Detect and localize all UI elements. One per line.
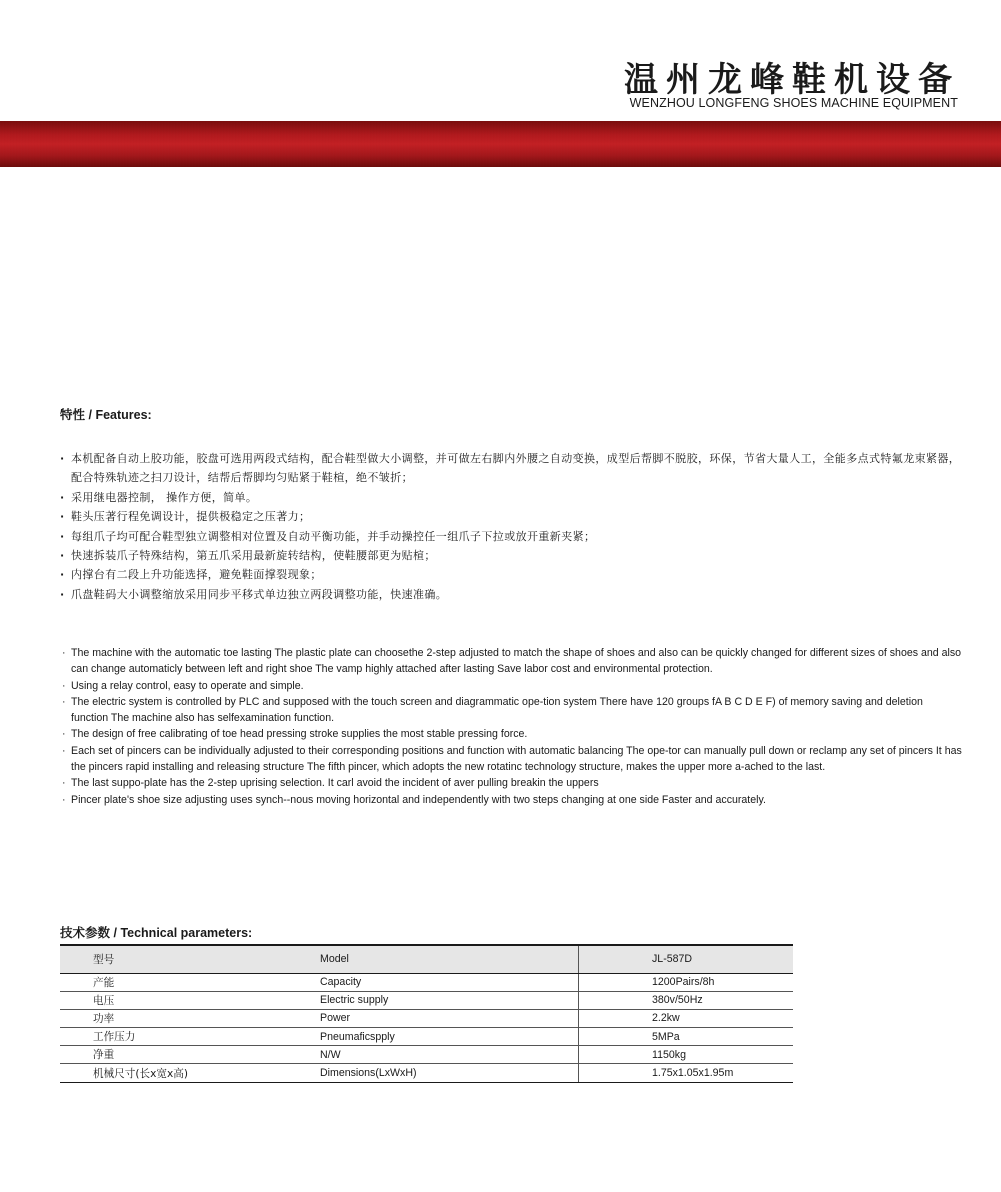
feature-item-en: · The machine with the automatic toe lasting The plastic plate can choosethe 2-step adjusted to match the shape of shoes and also can be quickly changed for different sizes of shoes and also can change automaticly between left and right shoe The vamp highly attached after lasting Save labor cost and environmental protection.	[62, 645, 962, 678]
technical-heading-colon: :	[248, 926, 253, 940]
feature-item-en: · Pincer plate's shoe size adjusting uses synch--nous moving horizontal and independently with two steps changing at one side Faster and accurately.	[62, 792, 962, 808]
cell-zh: 净重	[60, 1046, 320, 1064]
feature-item-en: · Each set of pincers can be individually adjusted to their corresponding positions and function with automatic balancing The ope-tor can manually pull down or reclamp any set of pincers It has the pincers rapid installing and releasing structure The fifth pincer, which adopts the new rotatinc technology structure, makes the upper more a-ached to the last.	[62, 743, 962, 776]
features-list-en	[62, 645, 962, 808]
cell-value: 1200Pairs/8h	[579, 973, 794, 991]
cell-zh: 产能	[60, 973, 320, 991]
feature-item-zh: · 爪盘鞋码大小调整缩放采用同步平移式单边独立两段调整功能，快速准确。	[60, 585, 970, 604]
technical-heading	[60, 923, 252, 941]
table-row	[60, 973, 793, 991]
technical-heading-en: Technical parameters	[120, 926, 249, 940]
features-heading-sep: /	[85, 408, 96, 422]
feature-item-zh: · 每组爪子均可配合鞋型独立调整相对位置及自动平衡功能，并手动操控任一组爪子下拉或放开重新夹紧；	[60, 527, 970, 546]
cell-zh: 功率	[60, 1009, 320, 1027]
cell-value: 380v/50Hz	[579, 991, 794, 1009]
cell-value: 5MPa	[579, 1028, 794, 1046]
cell-en: Capacity	[320, 973, 579, 991]
features-heading-colon: :	[147, 408, 152, 422]
technical-heading-sep: /	[110, 926, 121, 940]
technical-parameters-table	[60, 944, 793, 1083]
header-cell-value: JL-587D	[579, 945, 794, 973]
company-name-en: WENZHOU LONGFENG SHOES MACHINE EQUIPMENT	[629, 96, 958, 110]
cell-en: N/W	[320, 1046, 579, 1064]
feature-item-zh: · 内撑台有二段上升功能选择，避免鞋面撑裂现象；	[60, 565, 970, 584]
cell-en: Power	[320, 1009, 579, 1027]
table-row	[60, 1028, 793, 1046]
cell-value: 1150kg	[579, 1046, 794, 1064]
cell-value: 2.2kw	[579, 1009, 794, 1027]
cell-en: Dimensions(LxWxH)	[320, 1064, 579, 1082]
feature-item-zh: · 采用继电器控制， 操作方便，简单。	[60, 488, 970, 507]
table-row	[60, 1046, 793, 1064]
cell-value: 1.75x1.05x1.95m	[579, 1064, 794, 1082]
cell-zh: 机械尺寸(长x宽x高)	[60, 1064, 320, 1082]
table-header-row	[60, 945, 793, 973]
features-heading-en: Features	[95, 408, 148, 422]
feature-item-zh: · 快速拆装爪子特殊结构，第五爪采用最新旋转结构，使鞋腰部更为贴楦；	[60, 546, 970, 565]
cell-en: Electric supply	[320, 991, 579, 1009]
technical-heading-zh: 技术参数	[60, 925, 111, 940]
red-banner-band	[0, 121, 1001, 167]
feature-item-en: · The electric system is controlled by PLC and supposed with the touch screen and diagrammatic ope-tion system There have 120 groups fA B C D E F) of memory saving and deletion function The machine also has selfexamination function.	[62, 694, 962, 727]
company-name-zh: 温州龙峰鞋机设备	[624, 60, 960, 100]
features-heading-zh: 特性	[60, 407, 86, 422]
feature-item-en: · The last suppo-plate has the 2-step uprising selection. It carl avoid the incident of aver pulling breakin the uppers	[62, 775, 962, 791]
header-cell-en: Model	[320, 945, 579, 973]
features-heading	[60, 405, 152, 423]
cell-zh: 工作压力	[60, 1028, 320, 1046]
cell-zh: 电压	[60, 991, 320, 1009]
cell-en: Pneumaficspply	[320, 1028, 579, 1046]
feature-item-en: · The design of free calibrating of toe head pressing stroke supplies the most stable pressing force.	[62, 726, 962, 742]
features-list-zh	[60, 449, 970, 604]
feature-item-zh: · 鞋头压著行程免调设计，提供极稳定之压著力；	[60, 507, 970, 526]
feature-item-zh: · 本机配备自动上胶功能，胶盘可选用两段式结构，配合鞋型做大小调整，并可做左右脚内外腰之自动变换，成型后帮脚不脱胶，环保，节省大量人工，全能多点式特氟龙束紧器，配合特殊轨迹之扫刀设计，结帮后帮脚均匀贴紧于鞋楦，绝不皱折；	[60, 449, 970, 488]
table-row	[60, 1009, 793, 1027]
feature-item-en: · Using a relay control, easy to operate and simple.	[62, 678, 962, 694]
table-row	[60, 1064, 793, 1082]
header-cell-zh: 型号	[60, 945, 320, 973]
table-row	[60, 991, 793, 1009]
